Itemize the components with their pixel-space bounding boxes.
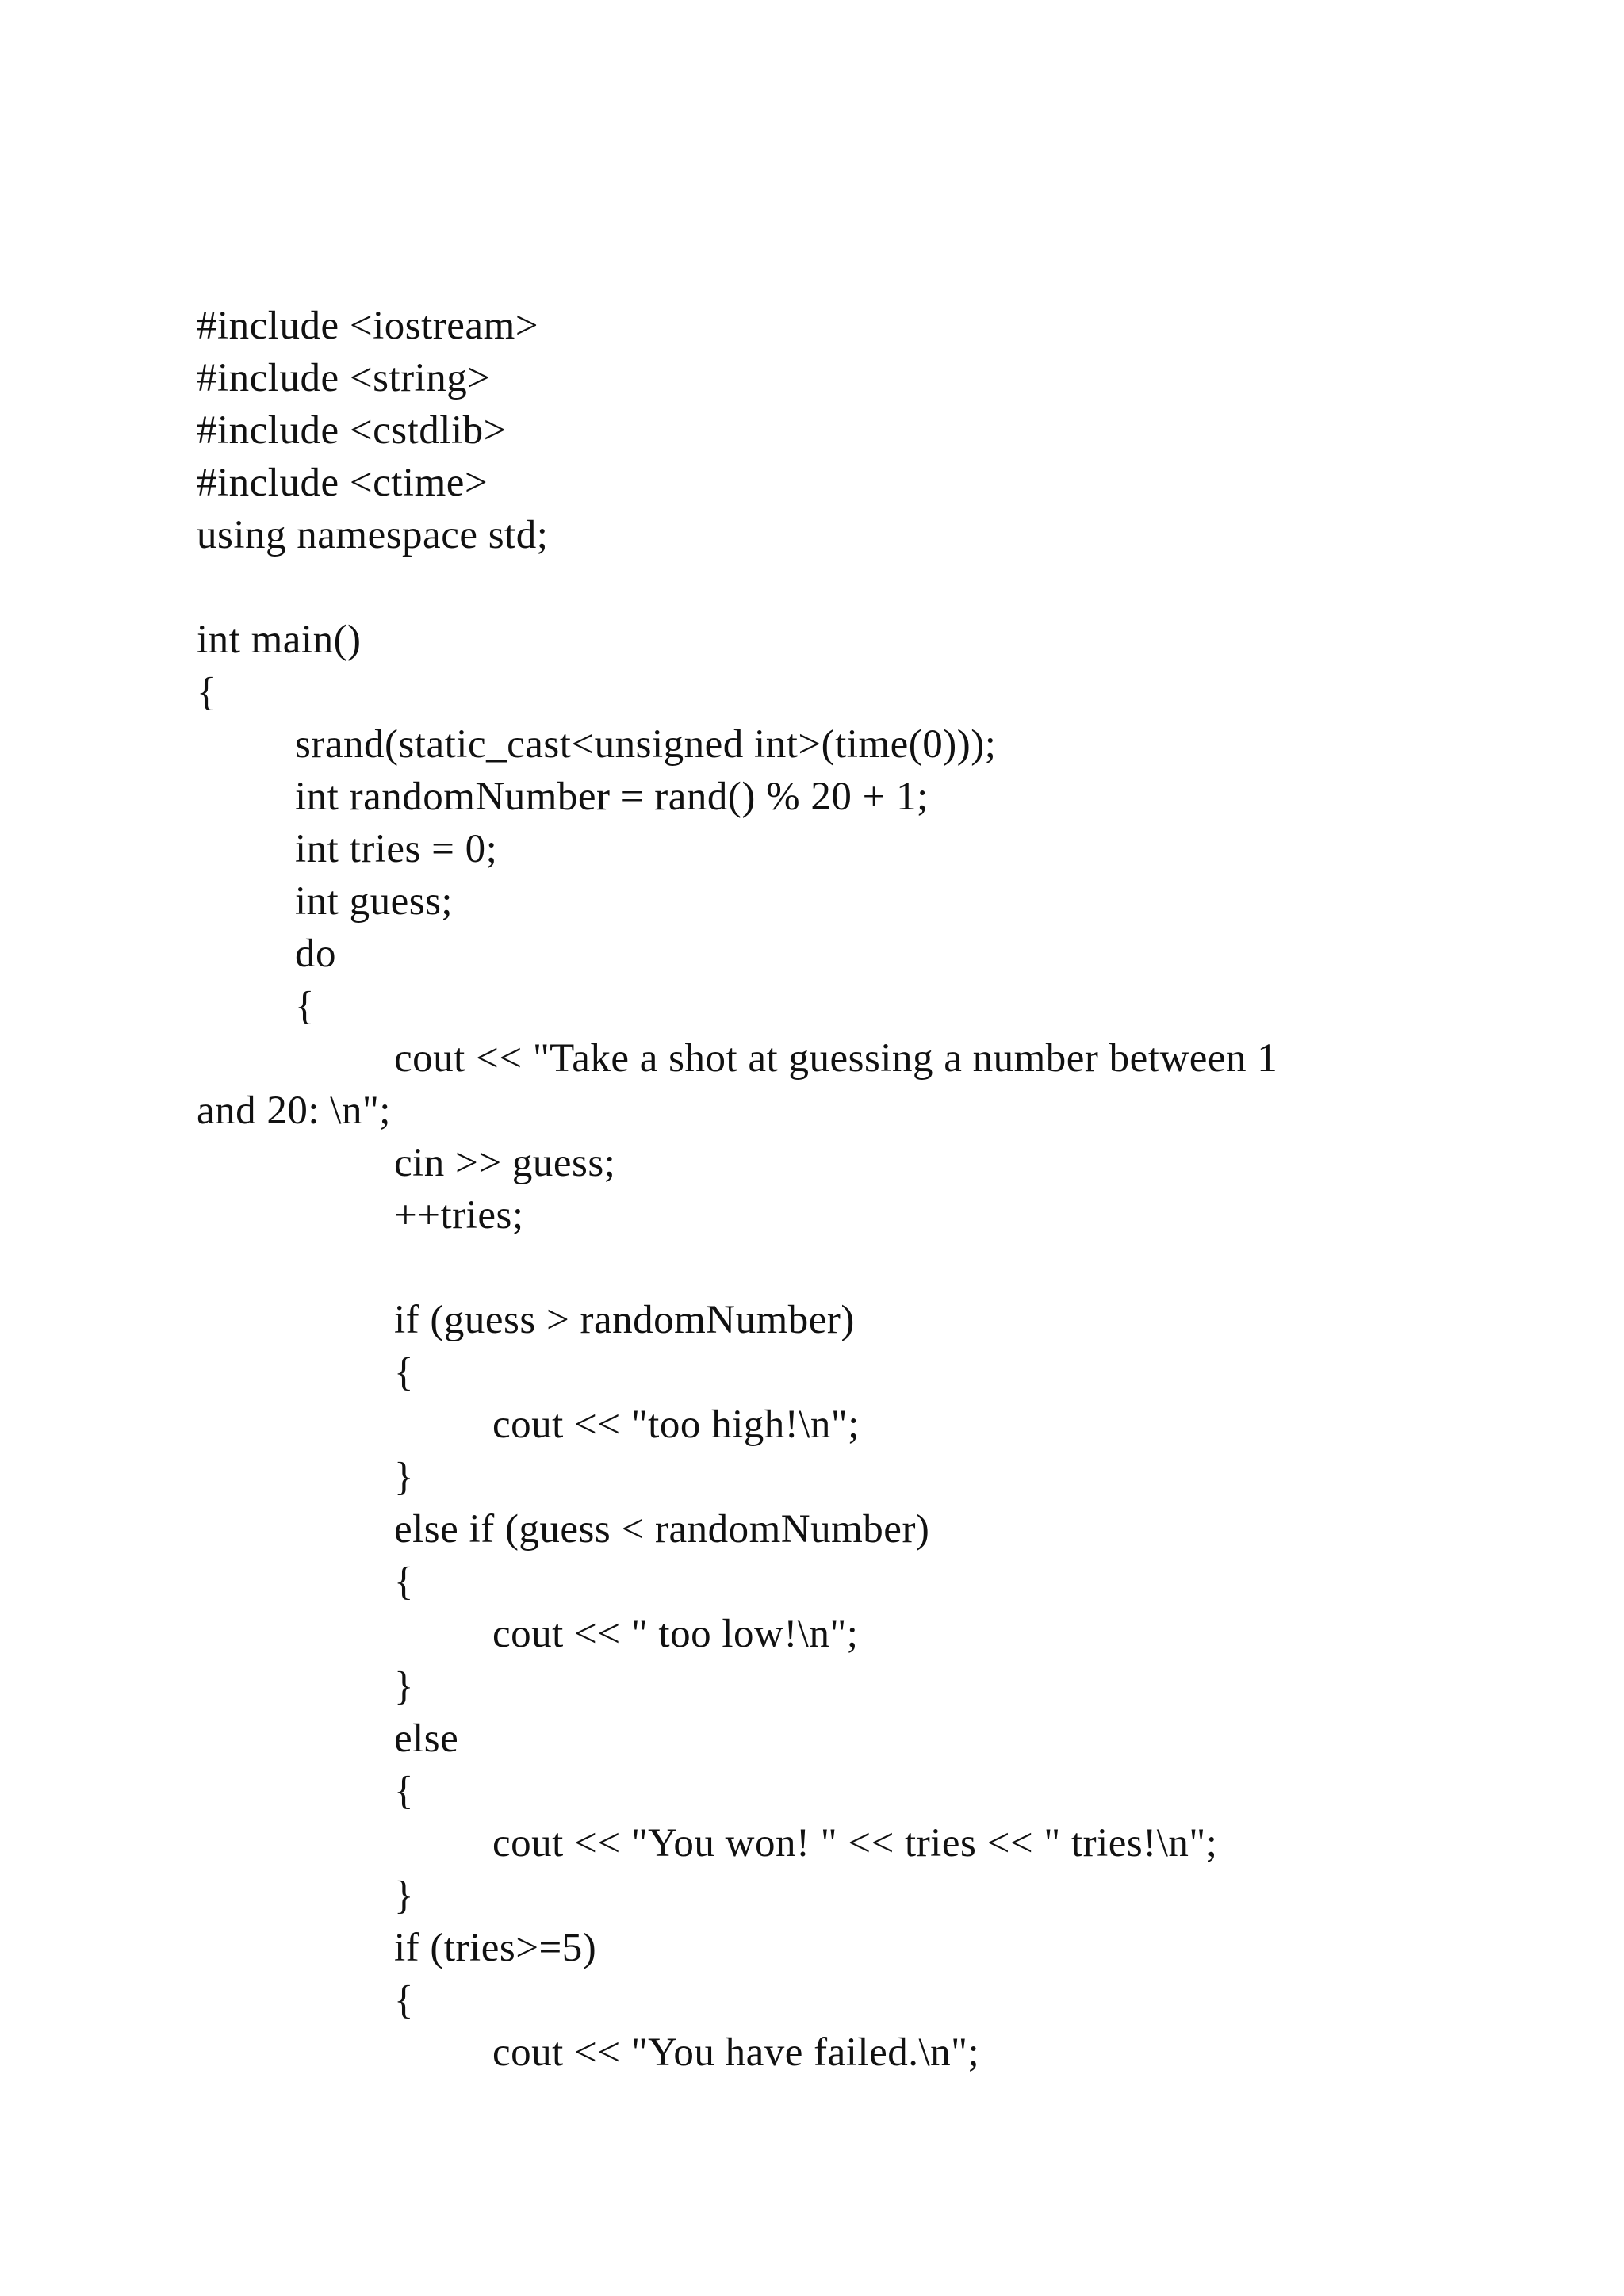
code-line: #include <iostream> bbox=[197, 304, 538, 348]
code-line: if (guess > randomNumber) bbox=[394, 1298, 855, 1342]
code-line: { bbox=[197, 670, 216, 714]
code-line: cout << "You have failed.\n"; bbox=[492, 2030, 980, 2075]
code-line: int randomNumber = rand() % 20 + 1; bbox=[295, 775, 929, 819]
code-line: #include <ctime> bbox=[197, 461, 488, 505]
code-line: srand(static_cast<unsigned int>(time(0))); bbox=[295, 722, 997, 767]
code-line: int main() bbox=[197, 618, 362, 662]
code-line: #include <cstdlib> bbox=[197, 408, 507, 453]
code-line: { bbox=[295, 984, 315, 1028]
code-line: and 20: \n"; bbox=[197, 1089, 391, 1133]
code-line: int tries = 0; bbox=[295, 827, 498, 871]
code-line: cout << "You won! " << tries << " tries!\n"; bbox=[492, 1821, 1218, 1866]
code-line: { bbox=[394, 1769, 414, 1813]
code-line: using namespace std; bbox=[197, 513, 549, 557]
code-line: else if (guess < randomNumber) bbox=[394, 1507, 930, 1552]
code-line: else bbox=[394, 1716, 459, 1761]
code-line: do bbox=[295, 932, 336, 976]
code-line: cout << " too low!\n"; bbox=[492, 1612, 859, 1656]
code-line: #include <string> bbox=[197, 356, 491, 400]
code-line: cin >> guess; bbox=[394, 1141, 616, 1185]
code-line: } bbox=[394, 1664, 414, 1709]
code-line: } bbox=[394, 1455, 414, 1499]
code-line: { bbox=[394, 1350, 414, 1395]
code-line: { bbox=[394, 1978, 414, 2022]
code-line: cout << "Take a shot at guessing a number between 1 bbox=[394, 1036, 1278, 1081]
code-line: cout << "too high!\n"; bbox=[492, 1402, 860, 1447]
code-line: if (tries>=5) bbox=[394, 1926, 597, 1970]
code-line: } bbox=[394, 1873, 414, 1918]
code-line: int guess; bbox=[295, 879, 454, 924]
code-line: { bbox=[394, 1559, 414, 1604]
code-line: ++tries; bbox=[394, 1193, 524, 1238]
